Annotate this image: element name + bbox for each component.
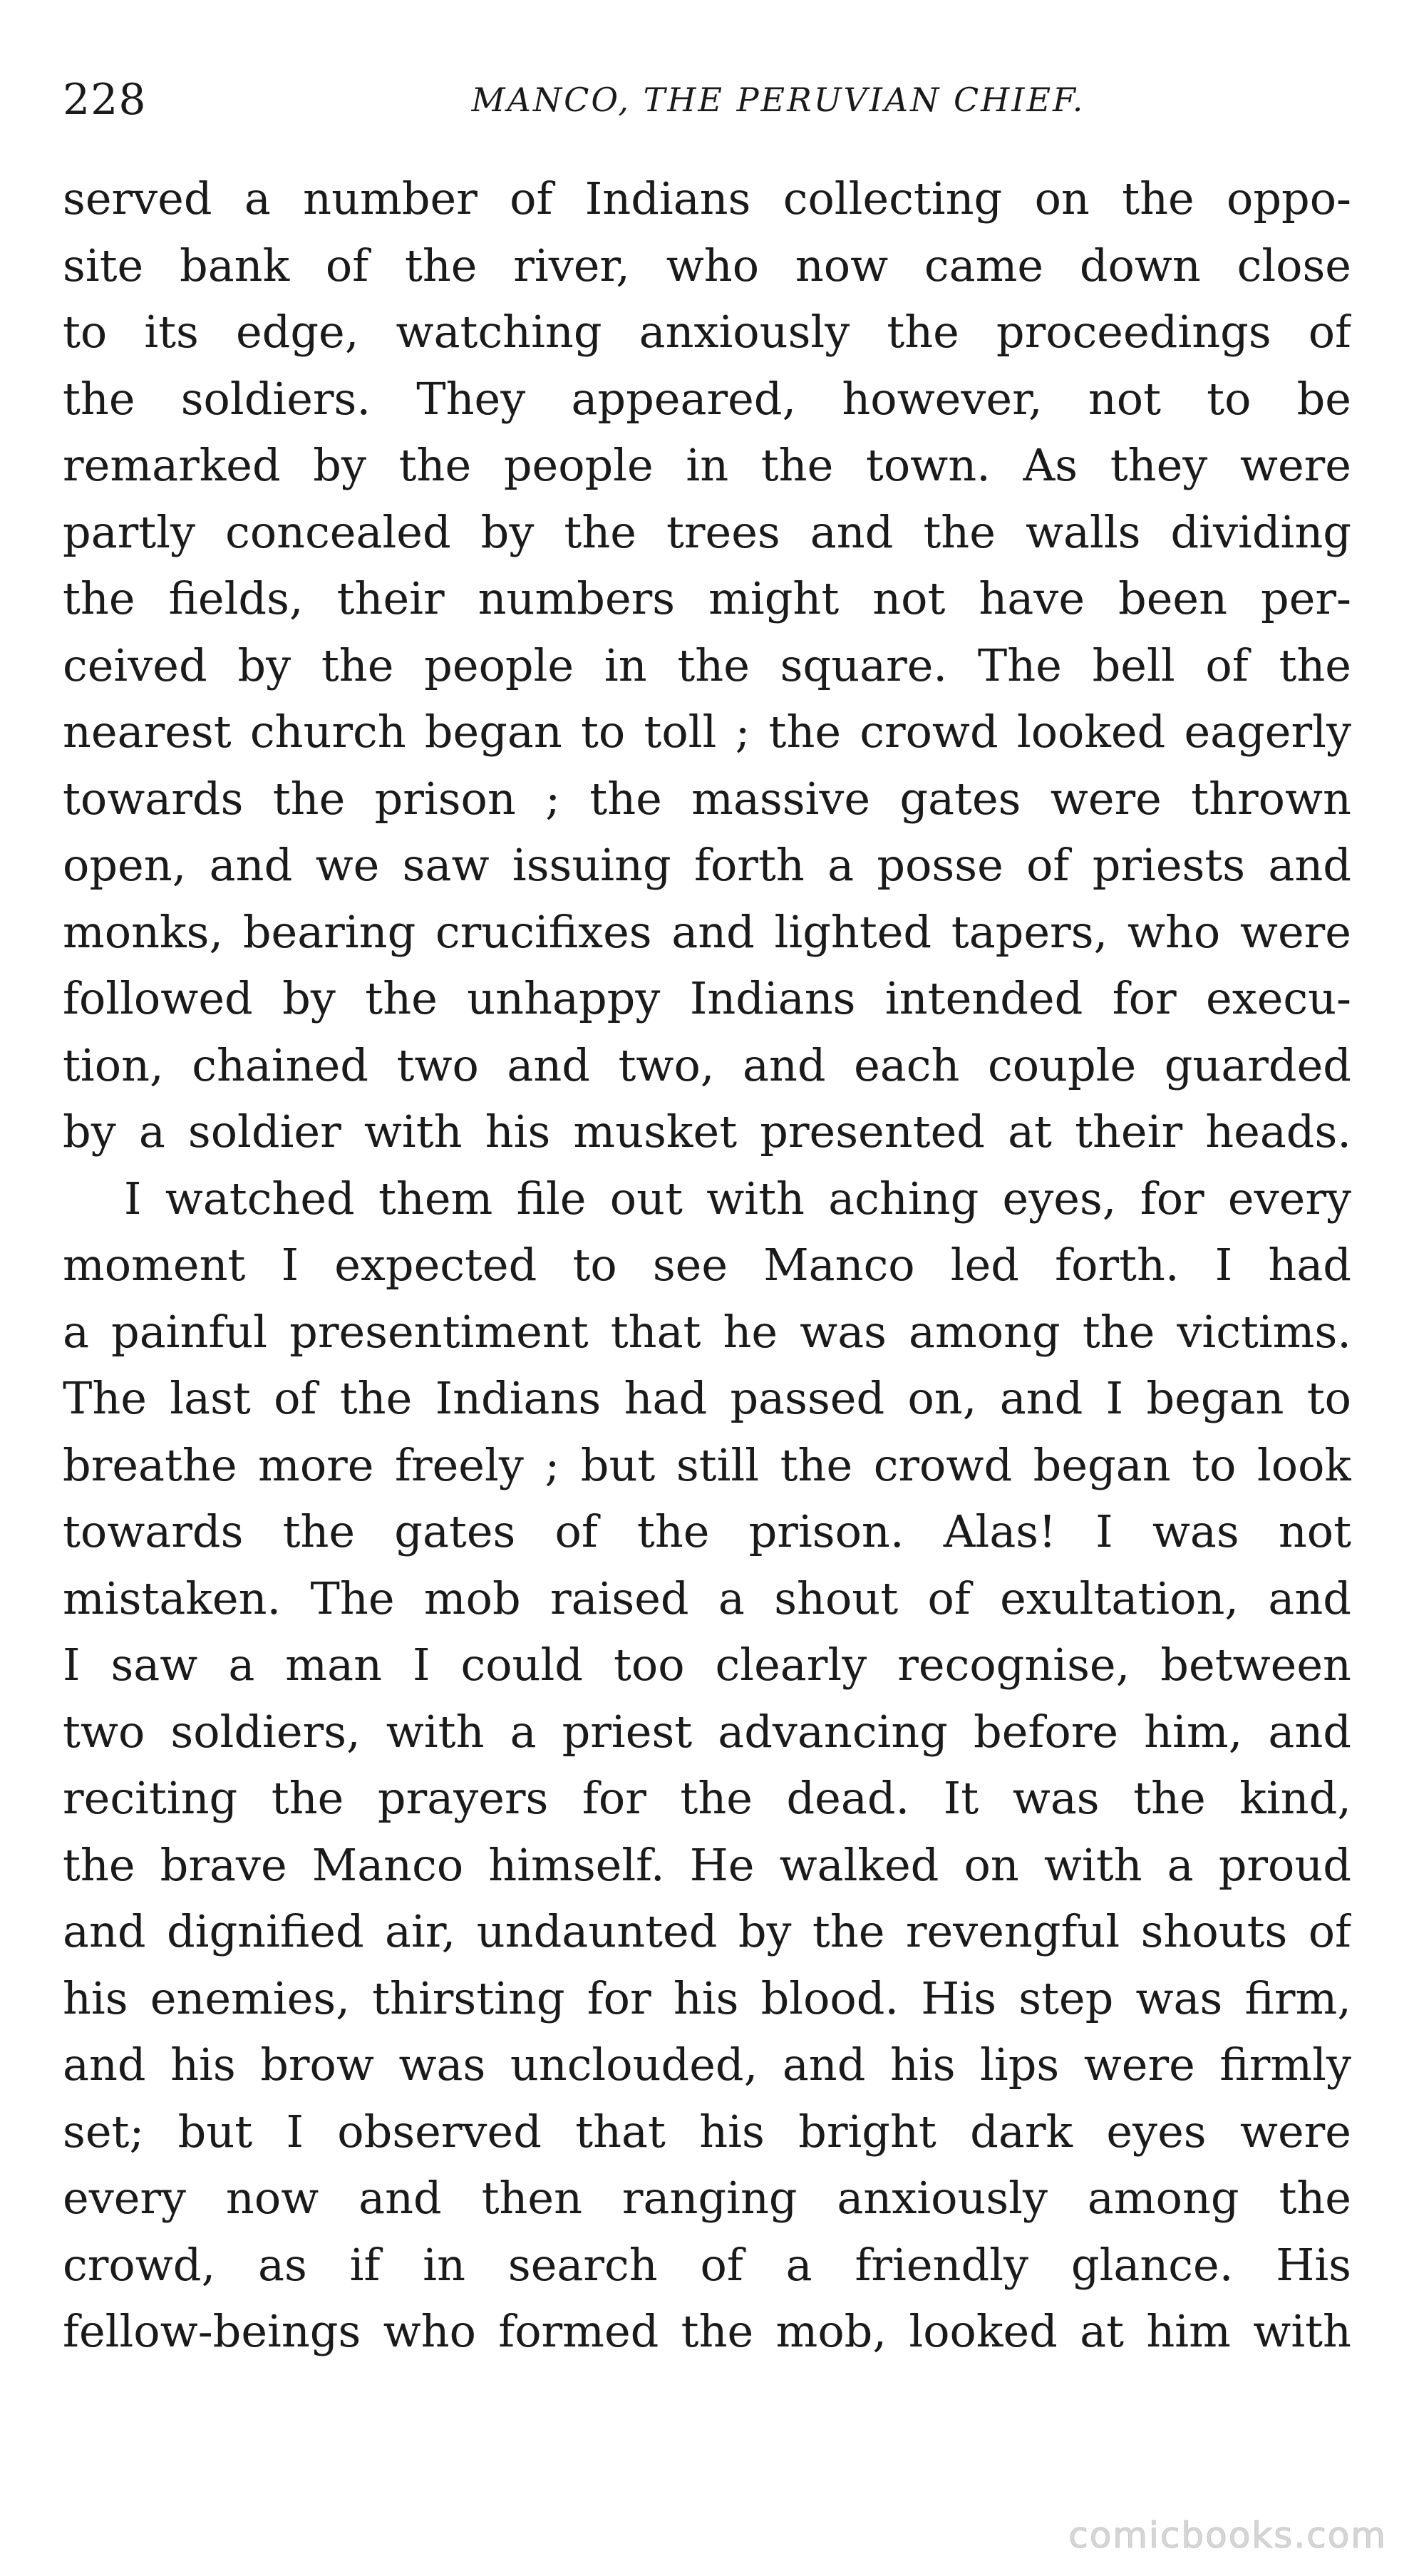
text-line: site bank of the river, who now came down close [63,239,1351,292]
page-header [63,71,1351,135]
text-line: ceived by the people in the square. The bell of the [63,639,1351,691]
text-line: served a number of Indians collecting on the oppo- [63,172,1351,225]
text-line: the brave Manco himself. He walked on with a proud [63,1838,1351,1891]
text-line: by a soldier with his musket presented at their heads. [63,1106,1351,1158]
text-line: and dignified air, undaunted by the revengful shouts of [63,1905,1351,1957]
text-line: the soldiers. They appeared, however, not to be [63,372,1351,425]
text-line: followed by the unhappy Indians intended for execu- [63,972,1351,1024]
text-line: I watched them file out with aching eyes, for every [124,1172,1351,1225]
text-line: towards the gates of the prison. Alas! I was not [63,1505,1351,1557]
text-line: monks, bearing crucifixes and lighted tapers, who were [63,905,1351,958]
watermark: comicbooks.com [1068,2515,1387,2556]
text-line: to its edge, watching anxiously the proceedings of [63,306,1351,358]
text-line: every now and then ranging anxiously among the [63,2172,1351,2224]
text-line: partly concealed by the trees and the walls dividing [63,505,1351,558]
text-line: moment I expected to see Manco led forth. I had [63,1239,1351,1291]
body-text [63,165,1351,2365]
text-line: crowd, as if in search of a friendly glance. His [63,2238,1351,2291]
text-line: open, and we saw issuing forth a posse of priests and [63,839,1351,891]
text-line: remarked by the people in the town. As they were [63,439,1351,491]
text-line: and his brow was unclouded, and his lips were firmly [63,2039,1351,2091]
text-line: nearest church began to toll ; the crowd looked eagerly [63,706,1351,758]
text-line: mistaken. The mob raised a shout of exultation, and [63,1572,1351,1624]
text-line: two soldiers, with a priest advancing before him, and [63,1705,1351,1758]
text-line: I saw a man I could too clearly recognise, between [63,1639,1351,1691]
text-line: tion, chained two and two, and each couple guarded [63,1039,1351,1091]
text-line: the fields, their numbers might not have been per- [63,572,1351,624]
text-line: a painful presentiment that he was among the victims. [63,1305,1351,1358]
text-line: reciting the prayers for the dead. It was the kind, [63,1772,1351,1824]
text-line: The last of the Indians had passed on, and I began to [63,1372,1351,1424]
text-line: towards the prison ; the massive gates were thrown [63,772,1351,825]
text-line: set; but I observed that his bright dark eyes were [63,2105,1351,2158]
running-head: MANCO, THE PERUVIAN CHIEF. [471,81,1085,119]
text-line: breathe more freely ; but still the crowd began to look [63,1438,1351,1491]
text-line: fellow-beings who formed the mob, looked at him with [63,2305,1351,2357]
page-number: 228 [63,75,147,125]
text-line: his enemies, thirsting for his blood. His step was firm, [63,1972,1351,2024]
